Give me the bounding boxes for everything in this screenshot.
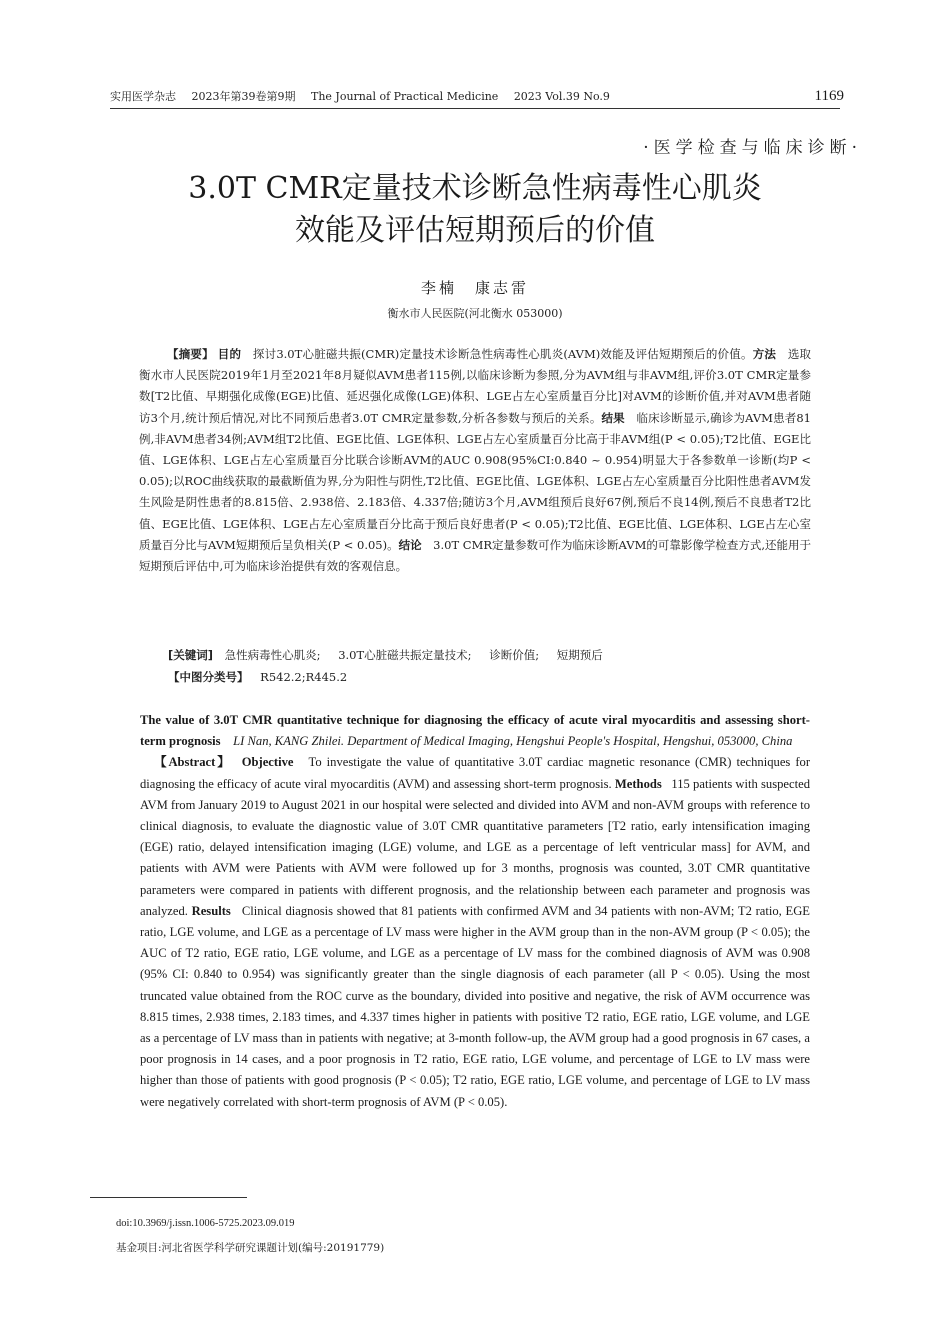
journal-name-cn: 实用医学杂志 — [110, 90, 176, 103]
affiliation: 衡水市人民医院(河北衡水 053000) — [387, 307, 563, 320]
english-abstract — [140, 710, 810, 1113]
english-abstract-text — [140, 752, 810, 1112]
keyword-item: 3.0T心脏磁共振定量技术; — [338, 648, 472, 662]
clc-value: R542.2;R445.2 — [260, 670, 348, 684]
objective-text: 探讨3.0T心脏磁共振(CMR)定量技术诊断急性病毒性心肌炎(AVM)效能及评估短期预后的价值。 — [252, 347, 753, 361]
keywords — [168, 645, 818, 666]
issue-cn: 2023年第39卷第9期 — [191, 90, 296, 103]
classification-number — [168, 667, 818, 688]
chinese-abstract — [139, 344, 811, 577]
conclusion-text: 3.0T CMR定量参数可作为临床诊断AVM的可靠影像学检查方式,还能用于短期预后评估中,可为临床诊治提供有效的客观信息。 — [139, 537, 812, 574]
section-label: ·医学检查与临床诊断· — [643, 138, 862, 158]
page-number: 1169 — [814, 88, 844, 104]
objective-label: 目的 — [217, 347, 242, 361]
methods-text: 选取衡水市人民医院2019年1月至2021年8月疑似AVM患者115例,以临床诊断为参照,分为AVM组与非AVM组,评价3.0T CMR定量参数[T2比值、早期强化成像(EGE)比值、延迟强化成像(LGE)体积、LGE占左心室质量百分比]对AVM的诊断价值,并对AVM患者随访3个月,统计预后情况,对比不同预后患者3.0T CMR定量参数,分析各参数与预后的关系。 — [139, 347, 812, 425]
en-methods-text: 115 patients with suspected AVM from January 2019 to August 2021 in our hospital were selected and divided into AVM and non-AVM groups with reference to clinical diagnosis, to evaluate the diagnostic value of 3.0T CMR quantitative parameters [T2 ratio, early intensification imaging (EGE) ratio, delayed intensification imaging (LGE) volume, and LGE as a percentage of left ventricular mass] for AVM, and patients with AVM were Patients with AVM were followed up for 3 months, prognosis was counted, 3.0T CMR quantitative parameters were compared in patients with different prognosis, and the relationship between each parameter and prognosis was analyzed. — [140, 776, 810, 918]
keyword-item: 急性病毒性心肌炎; — [224, 648, 321, 662]
conclusion-label: 结论 — [398, 537, 422, 552]
doi: doi:10.3969/j.issn.1006-5725.2023.09.019 — [116, 1218, 295, 1229]
en-results-text: Clinical diagnosis showed that 81 patients with confirmed AVM and 34 patients with non-AVM; T2 ratio, EGE ratio, LGE volume, and LGE as a percentage of LV mass were higher in the AVM group than in the non-AVM group (P < 0.05); the AUC of T2 ratio, EGE ratio, LGE volume, and LGE as a percentage of LV mass for the combined diagnosis of AVM was 0.908 (95% CI: 0.840 to 0.954) was significantly greater than the single diagnosis of each parameter (all P < 0.05). Using the most truncated value obtained from the ROC curve as the boundary, divided into positive and negative, the risk of AVM occurrence was 8.815 times, 2.938 times, 2.183 times, and 4.337 times higher in patients with positive T2 ratio, EGE ratio, LGE volume, and LGE as a percentage of LV mass than in patients with negative; at 3-month follow-up, the AVM group had a good prognosis in 67 cases, a poor prognosis in 14 cases, and a poor prognosis in T2 ratio, EGE ratio, LGE volume, and percentage of LGE to LV mass were higher than those of patients with good prognosis (P < 0.05); T2 ratio, EGE ratio, LGE volume, and percentage of LGE to LV mass were negatively correlated with short-term prognosis of AVM (P < 0.05). — [140, 903, 810, 1109]
en-objective-label: Objective — [241, 755, 294, 770]
journal-info — [110, 88, 622, 104]
methods-label: 方法 — [752, 347, 777, 361]
title-line-2: 效能及评估短期预后的价值 — [295, 213, 655, 248]
english-title-authors — [140, 710, 810, 752]
en-objective-text: To investigate the value of quantitative 3.0T cardiac magnetic resonance (CMR) techniques for diagnosing the efficacy of acute viral myocarditis (AVM) and assessing short-term prognosis. — [140, 755, 811, 791]
funding-note: 基金项目:河北省医学科学研究课题计划(编号:20191779) — [116, 1242, 385, 1254]
results-text: 临床诊断显示,确诊为AVM患者81例,非AVM患者34例;AVM组T2比值、EGE比值、LGE体积、LGE占左心室质量百分比高于非AVM组(P < 0.05);T2比值、EGE比值、LGE体积、LGE占左心室质量百分比联合诊断AVM的AUC 0.908(95%CI:0.840 ~ 0.954)明显大于各参数单一诊断(均P < 0.05);以ROC曲线获取的最截断值为界,分为阳性与阴性,T2比值、EGE比值、LGE体积、LGE占左心室质量百分比阳性患者AVM发生风险是阴性患者的8.815倍、2.938倍、2.183倍、4.337倍;随访3个月,AVM组预后良好67例,预后不良14例,预后不良患者T2比值、EGE比值、LGE体积、LGE占左心室质量百分比高于预后良好患者(P < 0.05);T2比值、EGE比值、LGE体积、LGE占左心室质量百分比与AVM短期预后呈负相关(P < 0.05)。 — [139, 410, 812, 552]
english-authors: LI Nan, KANG Zhilei. Department of Medical Imaging, Hengshui People's Hospital, Hengshui, 053000, China — [233, 734, 793, 749]
running-header — [110, 88, 844, 108]
journal-name-en: The Journal of Practical Medicine — [311, 90, 499, 103]
footnote-rule — [90, 1197, 247, 1198]
english-title: The value of 3.0T CMR quantitative technique for diagnosing the efficacy of acute viral myocarditis and assessing short-term prognosis — [140, 713, 810, 749]
issue-en: 2023 Vol.39 No.9 — [513, 90, 610, 103]
results-label: 结果 — [601, 410, 625, 425]
keyword-item: 短期预后 — [556, 648, 603, 662]
title-line-1: 3.0T CMR定量技术诊断急性病毒性心肌炎 — [188, 171, 762, 206]
keywords-label: [关键词] — [168, 648, 214, 662]
abstract-label: 【摘要】 — [167, 347, 214, 361]
article-title — [90, 168, 860, 252]
authors: 李楠 康志雷 — [420, 279, 529, 297]
keyword-item: 诊断价值; — [489, 648, 540, 662]
en-abstract-label: 【Abstract】 — [154, 755, 232, 770]
en-results-label: Results — [191, 903, 231, 918]
clc-label: 【中图分类号】 — [168, 670, 249, 684]
chinese-abstract-text — [139, 344, 811, 577]
header-rule — [110, 108, 840, 109]
en-methods-label: Methods — [614, 776, 662, 791]
